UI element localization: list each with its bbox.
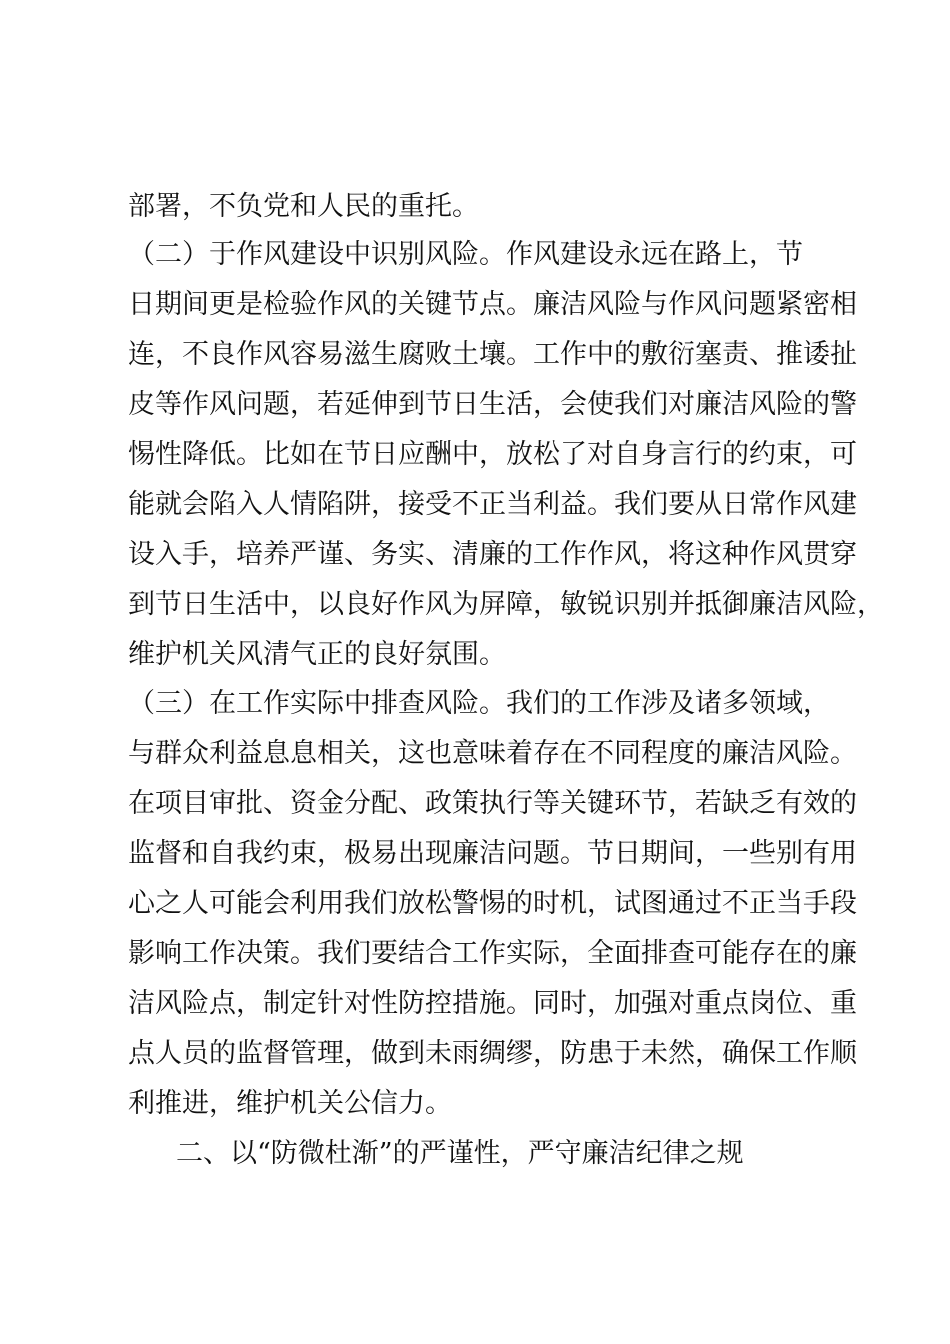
paragraph-3-start: （三）在工作实际中排查风险。我们的工作涉及诸多领域， (128, 688, 830, 719)
text-line: 设入手，培养严谨、务实、清廉的工作作风，将这种作风贯穿 (128, 539, 857, 570)
text-line: 到节日生活中，以良好作风为屏障，敏锐识别并抵御廉洁风险， (128, 589, 884, 620)
text-line: 惕性降低。比如在节日应酬中，放松了对自身言行的约束，可 (128, 439, 857, 470)
paragraph-2-start: （二）于作风建设中识别风险。作风建设永远在路上，节 (128, 239, 803, 270)
text-line: 连，不良作风容易滋生腐败土壤。工作中的敷衍塞责、推诿扯 (128, 339, 857, 370)
text-line: 点人员的监督管理，做到未雨绸缪，防患于未然，确保工作顺 (128, 1038, 857, 1069)
text-line: 监督和自我约束，极易出现廉洁问题。节日期间，一些别有用 (128, 838, 857, 869)
text-line: 利推进，维护机关公信力。 (128, 1088, 452, 1119)
text-line: 与群众利益息息相关，这也意味着存在不同程度的廉洁风险。 (128, 738, 857, 769)
text-line: 能就会陷入人情陷阱，接受不正当利益。我们要从日常作风建 (128, 489, 857, 520)
text-line: 影响工作决策。我们要结合工作实际，全面排查可能存在的廉 (128, 938, 857, 969)
section-heading: 二、以“防微杜渐”的严谨性，严守廉洁纪律之规 (176, 1138, 744, 1169)
text-line: 日期间更是检验作风的关键节点。廉洁风险与作风问题紧密相 (128, 289, 857, 320)
text-line: 心之人可能会利用我们放松警惕的时机，试图通过不正当手段 (128, 888, 857, 919)
text-line: 皮等作风问题，若延伸到节日生活，会使我们对廉洁风险的警 (128, 389, 857, 420)
text-line: 洁风险点，制定针对性防控措施。同时，加强对重点岗位、重 (128, 988, 857, 1019)
text-line: 在项目审批、资金分配、政策执行等关键环节，若缺乏有效的 (128, 788, 857, 819)
text-line: 维护机关风清气正的良好氛围。 (128, 639, 506, 670)
text-line: 部署，不负党和人民的重托。 (128, 191, 479, 222)
